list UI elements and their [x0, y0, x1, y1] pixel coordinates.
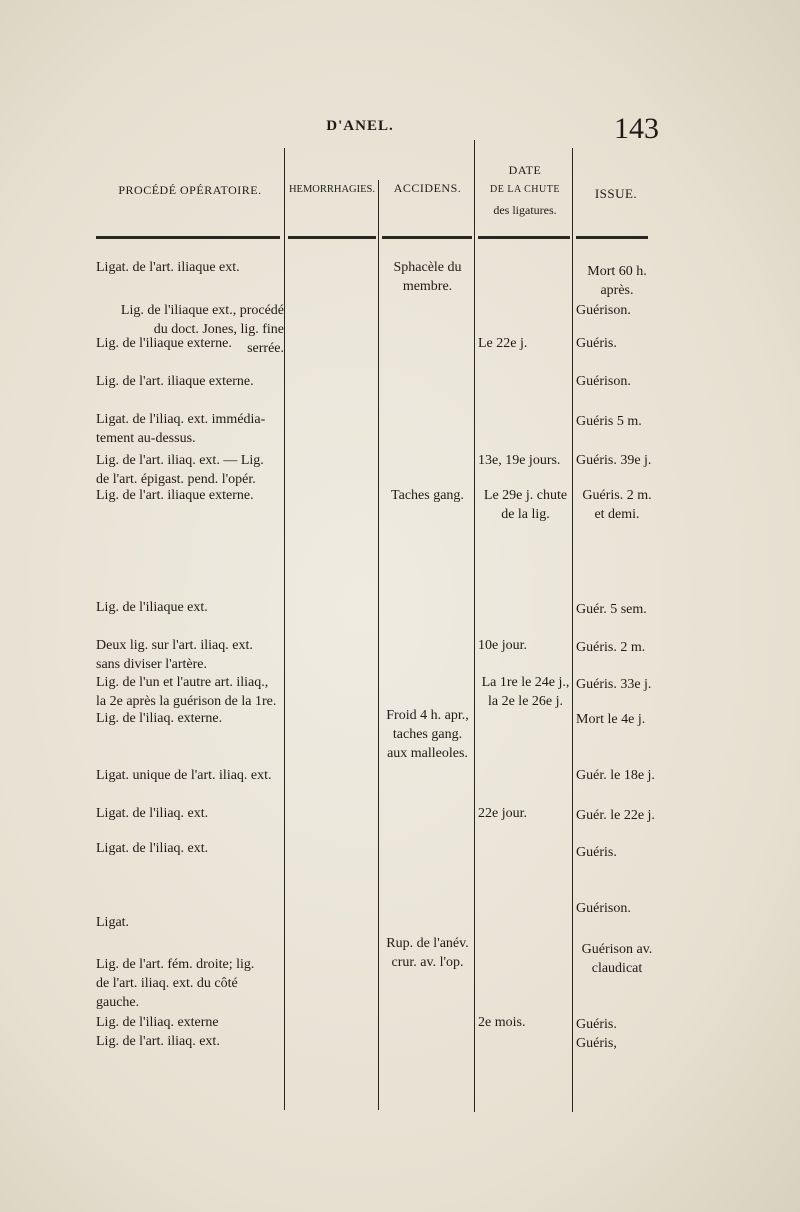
cell-procede: Ligat. de l'iliaq. ext.: [96, 841, 209, 856]
col-header-issue: ISSUE.: [594, 186, 638, 201]
cell-procede: Ligat. de l'art. iliaque ext.: [96, 260, 240, 275]
cell-issue: Guér. le 18e j.: [576, 768, 655, 783]
cell-issue: Guérison.: [576, 374, 631, 389]
cell-accidens: Froid 4 h. apr., taches gang. aux malleoles.: [386, 708, 469, 761]
cell-accidens: Rup. de l'anév. crur. av. l'op.: [386, 936, 469, 970]
cell-issue: Guérison.: [576, 303, 631, 318]
column-divider: [572, 148, 573, 1112]
cell-date: Le 22e j.: [478, 336, 528, 351]
running-head: D'ANEL.: [326, 118, 394, 134]
cell-procede: Lig. de l'art. iliaq. ext. — Lig. de l'art. épigast. pend. l'opér.: [96, 453, 264, 487]
cell-procede: Ligat. de l'iliaq. ext.: [96, 806, 209, 821]
cell-issue: Guéris. 2 m. et demi.: [582, 488, 652, 522]
cell-issue: Mort 60 h. après.: [587, 264, 647, 298]
cell-issue: Guéris 5 m.: [576, 414, 642, 429]
cell-accidens: Sphacèle du membre.: [393, 260, 462, 294]
col-header-date-line2: DE LA CHUTE: [490, 184, 560, 195]
cell-issue: Guéris.: [576, 1017, 617, 1032]
col-header-hemorrhagies: HEMORRHAGIES.: [288, 184, 376, 195]
cell-accidens: Taches gang.: [391, 488, 464, 503]
cell-procede: Lig. de l'un et l'autre art. iliaq., la 2e après la guérison de la 1re.: [96, 675, 277, 709]
cell-date: La 1re le 24e j., la 2e le 26e j.: [481, 675, 570, 709]
cell-procede: Lig. de l'art. fém. droite; lig. de l'art. iliaq. ext. du côté gauche.: [96, 957, 255, 1010]
cell-procede: Ligat. unique de l'art. iliaq. ext.: [96, 768, 272, 783]
cell-issue: Guér. 5 sem.: [576, 602, 647, 617]
rule-accidens: [382, 236, 472, 239]
cell-procede: Lig. de l'iliaque externe.: [96, 336, 232, 351]
cell-date: 22e jour.: [478, 806, 527, 821]
column-divider: [284, 148, 285, 1110]
cell-issue: Guéris.: [576, 845, 617, 860]
cell-date: 13e, 19e jours.: [478, 453, 561, 468]
cell-procede: Deux lig. sur l'art. iliaq. ext. sans diviser l'artère.: [96, 638, 253, 672]
cell-issue: Guéris,: [576, 1036, 617, 1051]
cell-procede: Lig. de l'iliaq. externe.: [96, 711, 223, 726]
cell-issue: Guéris.: [576, 336, 617, 351]
cell-procede: Lig. de l'iliaque ext.: [96, 600, 208, 615]
col-header-date-line3: des ligatures.: [493, 203, 557, 217]
cell-issue: Guér. le 22e j.: [576, 808, 655, 823]
cell-date: 2e mois.: [478, 1015, 526, 1030]
cell-procede: Lig. de l'art. iliaq. ext.: [96, 1034, 220, 1049]
col-header-date-line1: DATE: [508, 163, 542, 177]
cell-procede: Lig. de l'art. iliaque externe.: [96, 374, 254, 389]
cell-issue: Guérison av. claudicat: [581, 942, 653, 976]
col-header-procede: PROCÉDÉ OPÉRATOIRE.: [118, 183, 262, 197]
cell-issue: Mort le 4e j.: [576, 712, 646, 727]
cell-issue: Guéris. 39e j.: [576, 453, 652, 468]
rule-date: [478, 236, 570, 239]
cell-date: Le 29e j. chute de la lig.: [483, 488, 568, 522]
cell-issue: Guéris. 2 m.: [576, 640, 646, 655]
col-header-accidens: ACCIDENS.: [393, 181, 462, 195]
rule-hemorrhagies: [288, 236, 376, 239]
cell-date: 10e jour.: [478, 638, 527, 653]
cell-issue: Guérison.: [576, 901, 631, 916]
cell-procede: Ligat.: [96, 915, 130, 930]
page-number: 143: [614, 112, 659, 145]
cell-procede: Lig. de l'iliaq. externe: [96, 1015, 219, 1030]
cell-procede: Lig. de l'art. iliaque externe.: [96, 488, 254, 503]
rule-issue: [576, 236, 648, 239]
cell-procede: Ligat. de l'iliaq. ext. immédia- tement au-dessus.: [96, 412, 266, 446]
cell-issue: Guéris. 33e j.: [576, 677, 652, 692]
cell-procede: Lig. de l'iliaque ext., procédé du doct. Jones, lig. fine serrée.: [120, 303, 284, 356]
col-header-date: [476, 160, 574, 220]
column-divider: [378, 180, 379, 1110]
rule-procede: [96, 236, 280, 239]
